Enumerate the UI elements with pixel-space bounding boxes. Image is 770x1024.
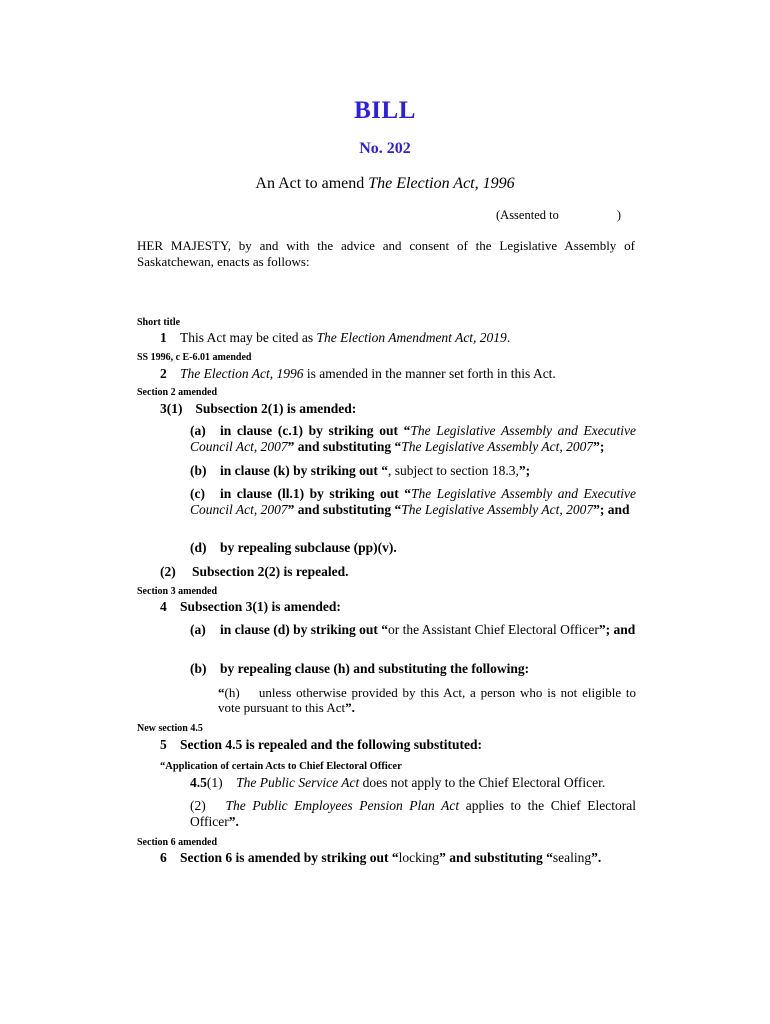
marginal-note-s6: Section 6 amended — [137, 837, 217, 848]
paragraph-text: applies to the Chief Electoral Officer — [190, 798, 637, 829]
clause-instruction: ”; and — [593, 501, 630, 517]
clause-act-name-new: The Legislative Assembly Act, 2007 — [401, 501, 594, 517]
section-heading: Section 4.5 is repealed and the following substituted: — [180, 737, 483, 752]
act-title — [0, 175, 770, 194]
marginal-note-s3: Section 2 amended — [137, 387, 217, 398]
section-number: 2 — [160, 366, 167, 381]
section-3-clause-c — [190, 486, 636, 518]
section-3-clause-d — [190, 540, 397, 556]
section-number: 1 — [160, 330, 167, 345]
section-3-clause-b — [190, 463, 636, 479]
section-3-heading — [160, 401, 356, 417]
section-6 — [160, 850, 601, 866]
clause-instruction: in clause (ll.1) by striking out “ — [220, 486, 411, 501]
section-text: is amended in the manner set forth in this Act. — [303, 366, 556, 381]
section-number: 6 — [160, 850, 167, 865]
section-struck-text: locking — [398, 850, 440, 865]
clause-act-name-old: The Legislative Assembly and Executive Council Act, 2007 — [190, 486, 636, 517]
clause-instruction: by repealing subclause (pp)(v). — [220, 540, 397, 555]
section-4-heading — [160, 599, 341, 615]
clause-instruction: ” and substituting “ — [287, 501, 402, 517]
act-title-name: The Election Act, 1996 — [368, 175, 515, 192]
section-5-paragraph-2 — [190, 798, 636, 830]
clause-label: (a) — [190, 622, 206, 637]
enacting-clause: HER MAJESTY, by and with the advice and consent of the Legislative Assembly of Saskatchewan, enacts as follows: — [137, 238, 635, 270]
clause-instruction: in clause (k) by striking out “ — [220, 463, 389, 478]
paragraph-subnumber: (2) — [190, 798, 206, 813]
section-3-clause-a — [190, 423, 636, 455]
clause-act-name-old: The Legislative Assembly and Executive Council Act, 2007 — [190, 423, 636, 454]
clause-instruction: ”; — [593, 438, 605, 454]
assent-line — [496, 208, 621, 223]
marginal-note-s4: Section 3 amended — [137, 586, 217, 597]
quote-close: ”. — [228, 813, 239, 829]
clause-label: (a) — [190, 423, 206, 438]
section-act-name: The Election Act, 1996 — [180, 366, 304, 381]
section-5-sub-heading: “Application of certain Acts to Chief Electoral Officer — [160, 761, 402, 772]
section-number: 5 — [160, 737, 167, 752]
marginal-note-s1: Short title — [137, 317, 181, 328]
section-text: This Act may be cited as — [180, 330, 317, 345]
section-number: 3(1) — [160, 401, 183, 416]
section-4-quoted-clause-h — [218, 685, 636, 716]
section-4-clause-b — [190, 661, 529, 677]
clause-instruction: ”; — [518, 463, 531, 478]
section-heading: Subsection 2(1) is amended: — [195, 401, 357, 416]
clause-struck-text: or the Assistant Chief Electoral Officer — [388, 622, 599, 637]
section-2 — [160, 366, 556, 382]
marginal-note-s2: SS 1996, c E-6.01 amended — [137, 352, 252, 363]
paragraph-number: 4.5 — [190, 775, 207, 790]
section-act-name: The Election Amendment Act, 2019 — [316, 330, 507, 345]
clause-instruction: in clause (c.1) by striking out “ — [220, 423, 411, 438]
clause-instruction: ”; and — [598, 622, 636, 637]
clause-label: (b) — [190, 661, 207, 676]
paragraph-text: does not apply to the Chief Electoral Officer. — [359, 775, 606, 790]
bill-title: BILL — [354, 97, 416, 124]
subsection-text: Subsection 2(2) is repealed. — [192, 564, 349, 579]
section-instruction: ” and substituting “ — [439, 850, 553, 865]
act-title-prefix: An Act to amend — [255, 175, 369, 192]
clause-label: (c) — [190, 486, 205, 501]
clause-label: (b) — [190, 463, 207, 478]
clause-act-name-new: The Legislative Assembly Act, 2007 — [401, 438, 594, 454]
section-5-heading — [160, 737, 482, 753]
clause-label: (d) — [190, 540, 207, 555]
paragraph-subnumber: (1) — [206, 775, 223, 790]
clause-instruction: by repealing clause (h) and substituting the following: — [220, 661, 530, 676]
quoted-clause-text: unless otherwise provided by this Act, a person who is not eligible to vote pursuant to this Act — [218, 685, 636, 716]
section-5-paragraph-1 — [190, 775, 605, 791]
paragraph-act-name: The Public Service Act — [236, 775, 360, 790]
section-substituted-text: sealing — [552, 850, 592, 865]
bill-number: No. 202 — [359, 140, 411, 157]
clause-instruction: ” and substituting “ — [287, 438, 402, 454]
section-1 — [160, 330, 510, 346]
section-end: . — [506, 330, 511, 345]
section-number: 4 — [160, 599, 167, 614]
marginal-note-s5: New section 4.5 — [137, 723, 203, 734]
section-instruction: ”. — [591, 850, 602, 865]
section-heading: Subsection 3(1) is amended: — [180, 599, 341, 614]
quote-open: “ — [218, 685, 225, 700]
section-3-subsection-2 — [160, 564, 349, 580]
quote-close: ”. — [345, 700, 355, 716]
subsection-number: (2) — [160, 564, 176, 579]
clause-struck-text: , subject to section 18.3, — [388, 463, 519, 478]
clause-instruction: in clause (d) by striking out “ — [220, 622, 389, 637]
section-4-clause-a — [190, 622, 636, 638]
assent-close: ) — [616, 208, 622, 222]
quoted-clause-label: (h) — [224, 685, 240, 700]
paragraph-act-name: The Public Employees Pension Plan Act — [225, 798, 460, 813]
assent-open: (Assented to — [496, 208, 559, 222]
section-instruction: Section 6 is amended by striking out “ — [180, 850, 399, 865]
